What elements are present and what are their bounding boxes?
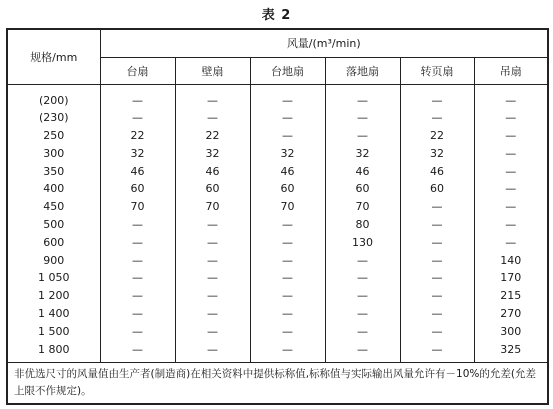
table-row	[7, 269, 548, 287]
airflow-value-cell: —	[325, 109, 400, 127]
table-row	[7, 198, 548, 216]
table-note: 非优选尺寸的风量值由生产者(制造商)在相关资料中提供标称值,标称值与实际输出风量允许有－10%的允差(允差上限不作规定)。	[7, 363, 548, 405]
airflow-value-cell: 140	[474, 251, 548, 269]
airflow-value-cell: —	[325, 322, 400, 340]
airflow-value-cell: —	[175, 109, 250, 127]
airflow-value-cell: —	[250, 251, 325, 269]
type-header-floor-fan: 落地扇	[325, 58, 400, 85]
size-cell: (200)	[7, 85, 100, 110]
airflow-value-cell: —	[474, 162, 548, 180]
airflow-value-cell: 60	[250, 180, 325, 198]
airflow-value-cell: 80	[325, 216, 400, 234]
table-row	[7, 233, 548, 251]
airflow-value-cell: 22	[400, 127, 474, 145]
airflow-value-cell: —	[175, 233, 250, 251]
airflow-value-cell: 22	[100, 127, 175, 145]
type-header-wall-fan: 壁扇	[175, 58, 250, 85]
airflow-value-cell: —	[400, 233, 474, 251]
airflow-value-cell: —	[250, 216, 325, 234]
airflow-value-cell: —	[325, 127, 400, 145]
size-cell: 450	[7, 198, 100, 216]
airflow-value-cell: 46	[325, 162, 400, 180]
airflow-value-cell: —	[325, 287, 400, 305]
airflow-value-cell: —	[100, 251, 175, 269]
airflow-group-header: 风量/(m³/min)	[100, 29, 548, 58]
table-row	[7, 127, 548, 145]
airflow-value-cell: 70	[100, 198, 175, 216]
type-header-desk-floor-fan: 台地扇	[250, 58, 325, 85]
airflow-value-cell: —	[474, 180, 548, 198]
airflow-value-cell: 46	[400, 162, 474, 180]
airflow-value-cell: 32	[400, 145, 474, 163]
size-cell: (230)	[7, 109, 100, 127]
table-row	[7, 340, 548, 363]
table-row	[7, 109, 548, 127]
airflow-value-cell: —	[400, 251, 474, 269]
airflow-value-cell: —	[175, 304, 250, 322]
airflow-value-cell: —	[325, 251, 400, 269]
airflow-value-cell: —	[250, 304, 325, 322]
airflow-value-cell: —	[250, 269, 325, 287]
table-row	[7, 251, 548, 269]
airflow-value-cell: —	[474, 109, 548, 127]
size-cell: 600	[7, 233, 100, 251]
type-header-desk-fan: 台扇	[100, 58, 175, 85]
table-row	[7, 287, 548, 305]
table-row	[7, 322, 548, 340]
size-cell: 900	[7, 251, 100, 269]
airflow-value-cell: —	[400, 269, 474, 287]
airflow-value-cell: —	[175, 216, 250, 234]
airflow-value-cell: —	[250, 127, 325, 145]
airflow-value-cell: 60	[100, 180, 175, 198]
airflow-value-cell: —	[474, 233, 548, 251]
airflow-value-cell: 60	[325, 180, 400, 198]
type-header-rotary-fan: 转页扇	[400, 58, 474, 85]
airflow-value-cell: —	[474, 127, 548, 145]
airflow-value-cell: —	[100, 233, 175, 251]
airflow-value-cell: 32	[325, 145, 400, 163]
airflow-value-cell: —	[250, 340, 325, 363]
size-cell: 250	[7, 127, 100, 145]
airflow-value-cell: 46	[175, 162, 250, 180]
airflow-value-cell: 60	[175, 180, 250, 198]
size-cell: 1 400	[7, 304, 100, 322]
airflow-value-cell: 215	[474, 287, 548, 305]
size-cell: 1 050	[7, 269, 100, 287]
table-row	[7, 162, 548, 180]
airflow-value-cell: 170	[474, 269, 548, 287]
airflow-value-cell: —	[175, 322, 250, 340]
airflow-value-cell: 70	[175, 198, 250, 216]
airflow-value-cell: 300	[474, 322, 548, 340]
size-cell: 1 800	[7, 340, 100, 363]
airflow-value-cell: —	[250, 233, 325, 251]
table-row	[7, 216, 548, 234]
size-column-header: 规格/mm	[7, 29, 100, 85]
airflow-value-cell: —	[474, 145, 548, 163]
airflow-value-cell: 70	[325, 198, 400, 216]
airflow-value-cell: 32	[250, 145, 325, 163]
airflow-value-cell: —	[100, 269, 175, 287]
type-header-ceiling-fan: 吊扇	[474, 58, 548, 85]
table-body	[7, 85, 548, 363]
airflow-value-cell: 46	[250, 162, 325, 180]
size-cell: 350	[7, 162, 100, 180]
airflow-value-cell: —	[400, 109, 474, 127]
airflow-value-cell: —	[400, 85, 474, 110]
table-row	[7, 304, 548, 322]
table-row	[7, 145, 548, 163]
airflow-value-cell: —	[250, 322, 325, 340]
airflow-value-cell: —	[175, 269, 250, 287]
size-cell: 500	[7, 216, 100, 234]
airflow-value-cell: —	[400, 304, 474, 322]
airflow-value-cell: —	[175, 287, 250, 305]
airflow-value-cell: —	[100, 304, 175, 322]
airflow-value-cell: 60	[400, 180, 474, 198]
size-cell: 300	[7, 145, 100, 163]
airflow-value-cell: —	[400, 198, 474, 216]
size-cell: 1 500	[7, 322, 100, 340]
airflow-value-cell: —	[474, 85, 548, 110]
airflow-value-cell: 130	[325, 233, 400, 251]
table-row	[7, 85, 548, 110]
airflow-value-cell: —	[175, 340, 250, 363]
airflow-value-cell: 32	[175, 145, 250, 163]
airflow-value-cell: —	[250, 109, 325, 127]
airflow-value-cell: —	[250, 287, 325, 305]
airflow-value-cell: —	[100, 287, 175, 305]
airflow-value-cell: 46	[100, 162, 175, 180]
airflow-value-cell: 325	[474, 340, 548, 363]
airflow-value-cell: —	[400, 216, 474, 234]
airflow-value-cell: —	[100, 322, 175, 340]
airflow-value-cell: —	[400, 287, 474, 305]
airflow-value-cell: —	[474, 198, 548, 216]
airflow-value-cell: —	[325, 85, 400, 110]
airflow-value-cell: 32	[100, 145, 175, 163]
airflow-value-cell: —	[175, 85, 250, 110]
table-caption: 表 2	[261, 8, 292, 23]
airflow-spec-table	[6, 28, 549, 405]
airflow-value-cell: —	[400, 340, 474, 363]
airflow-value-cell: —	[100, 109, 175, 127]
size-cell: 1 200	[7, 287, 100, 305]
airflow-value-cell: —	[100, 340, 175, 363]
airflow-value-cell: —	[325, 340, 400, 363]
table-row	[7, 180, 548, 198]
airflow-value-cell: —	[400, 322, 474, 340]
airflow-value-cell: —	[474, 216, 548, 234]
airflow-value-cell: 70	[250, 198, 325, 216]
airflow-value-cell: —	[325, 304, 400, 322]
airflow-value-cell: —	[250, 85, 325, 110]
airflow-value-cell: —	[100, 85, 175, 110]
airflow-value-cell: —	[175, 251, 250, 269]
airflow-value-cell: 22	[175, 127, 250, 145]
airflow-value-cell: —	[100, 216, 175, 234]
airflow-value-cell: 270	[474, 304, 548, 322]
size-cell: 400	[7, 180, 100, 198]
airflow-value-cell: —	[325, 269, 400, 287]
